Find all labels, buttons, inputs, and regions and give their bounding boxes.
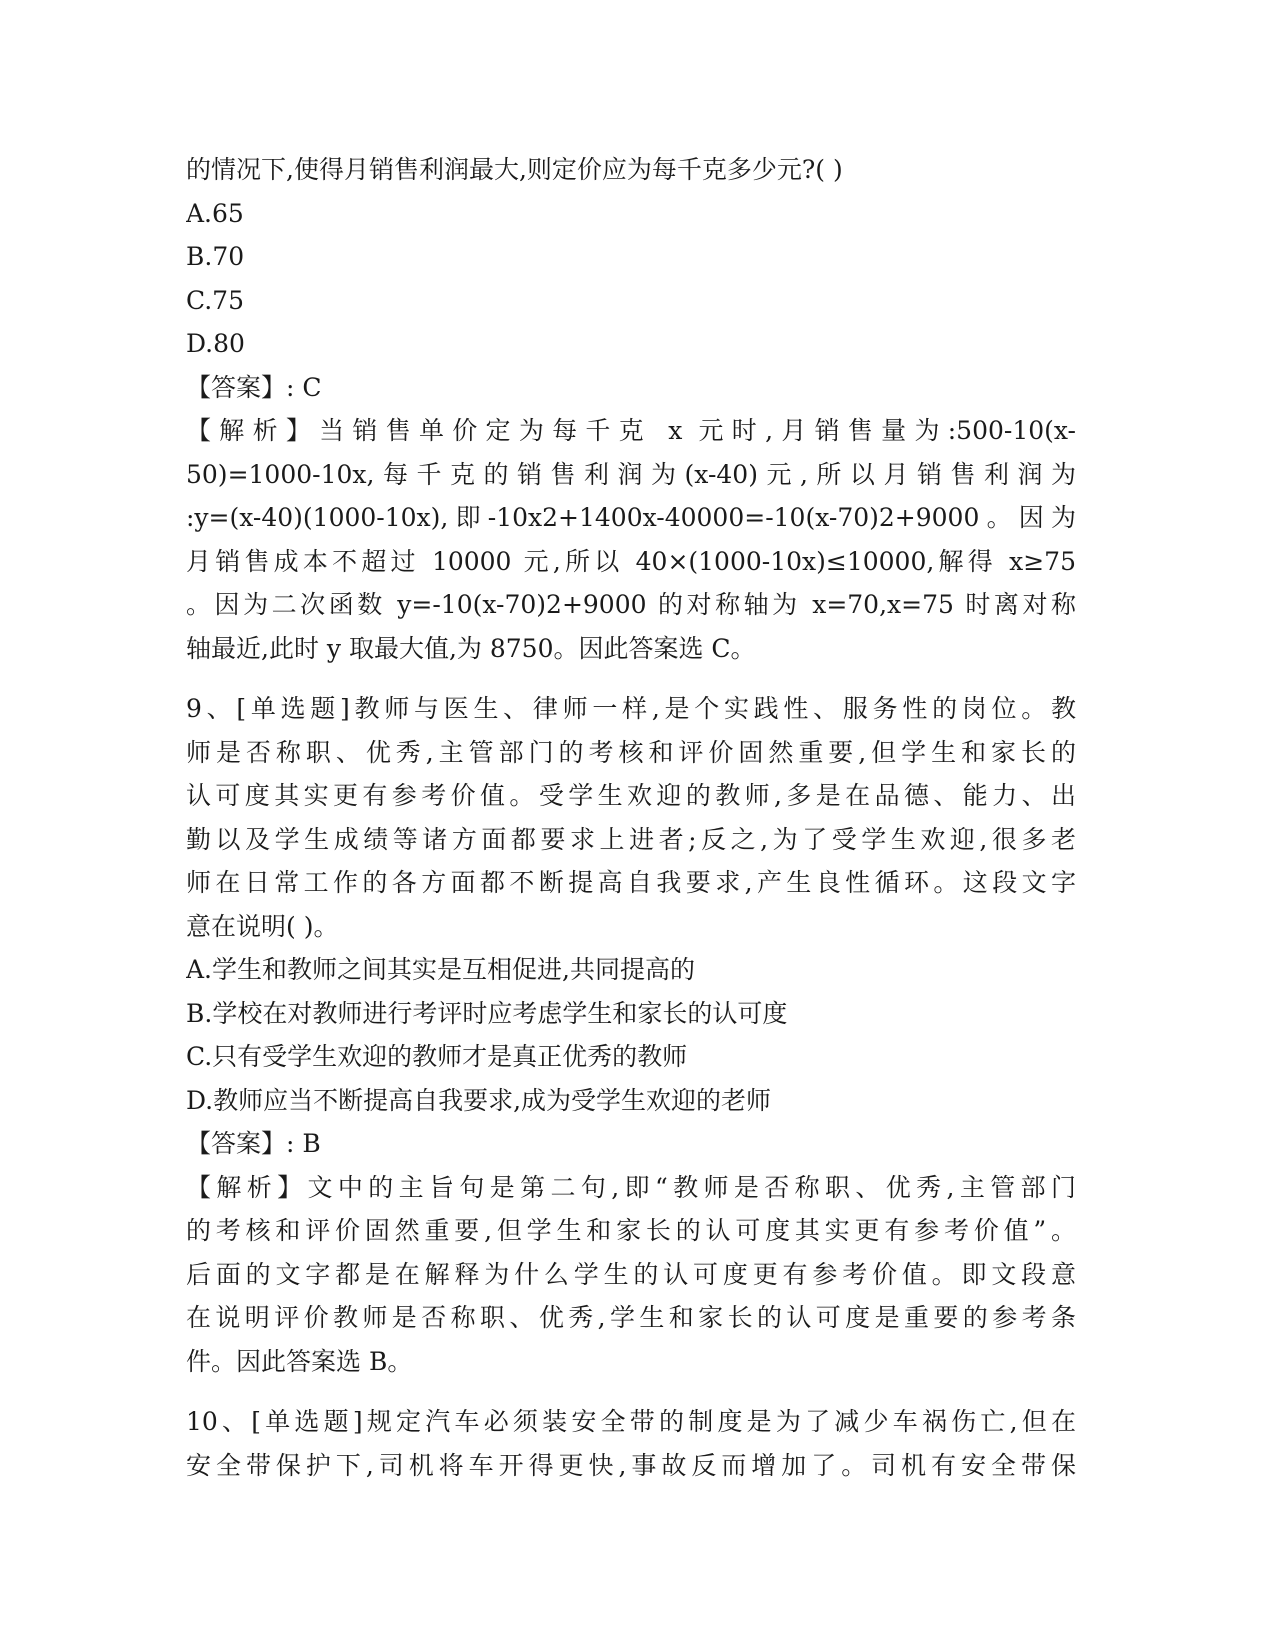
- question-stem-line: 师在日常工作的各方面都不断提高自我要求,产生良性循环。这段文字: [186, 868, 1076, 897]
- analysis-line: 月销售成本不超过 10000 元,所以 40×(1000-10x)≤10000,解得 x≥75: [186, 546, 1076, 576]
- question-stem-line: 安全带保护下,司机将车开得更快,事故反而增加了。司机有安全带保: [186, 1450, 1076, 1480]
- document-page: [186, 148, 1076, 1487]
- question-stem-line: 10、[单选题]规定汽车必须装安全带的制度是为了减少车祸伤亡,但在: [186, 1407, 1076, 1436]
- analysis-line: :y=(x-40)(1000-10x),即-10x2+1400x-40000=-10(x-70)2+9000。因为: [186, 503, 1076, 532]
- analysis-line: 在说明评价教师是否称职、优秀,学生和家长的认可度是重要的参考条: [186, 1303, 1076, 1332]
- option-c: C.只有受学生欢迎的教师才是真正优秀的教师: [186, 1042, 688, 1071]
- question-stem-line: 的情况下,使得月销售利润最大,则定价应为每千克多少元?( ): [186, 155, 843, 184]
- paragraph-gap: [186, 670, 1076, 687]
- option-d: D.教师应当不断提高自我要求,成为受学生欢迎的老师: [186, 1085, 772, 1115]
- question-stem-line: 师是否称职、优秀,主管部门的考核和评价固然重要,但学生和家长的: [186, 737, 1076, 767]
- option-a: A.学生和教师之间其实是互相促进,共同提高的: [186, 955, 695, 984]
- analysis-line: 50)=1000-10x,每千克的销售利润为(x-40)元,所以月销售利润为: [186, 459, 1076, 489]
- option-a: A.65: [186, 198, 244, 228]
- answer-line: 【答案】: C: [186, 372, 322, 402]
- question-stem-line: 勤以及学生成绩等诸方面都要求上进者;反之,为了受学生欢迎,很多老: [186, 824, 1076, 854]
- option-d: D.80: [186, 329, 245, 358]
- analysis-line: 。因为二次函数 y=-10(x-70)2+9000 的对称轴为 x=70,x=75 时离对称: [186, 590, 1076, 619]
- analysis-line: 【解析】文中的主旨句是第二句,即“教师是否称职、优秀,主管部门: [186, 1172, 1076, 1202]
- analysis-line: 【解析】当销售单价定为每千克 x 元时,月销售量为:500-10(x-: [186, 416, 1076, 445]
- question-stem-line: 认可度其实更有参考价值。受学生欢迎的教师,多是在品德、能力、出: [186, 781, 1076, 810]
- option-b: B.学校在对教师进行考评时应考虑学生和家长的认可度: [186, 998, 788, 1028]
- question-10: [186, 1400, 1076, 1487]
- analysis-line: 的考核和评价固然重要,但学生和家长的认可度其实更有参考价值”。: [186, 1216, 1076, 1245]
- question-stem-line: 意在说明( )。: [186, 911, 339, 941]
- question-stem-line: 9、[单选题]教师与医生、律师一样,是个实践性、服务性的岗位。教: [186, 694, 1076, 723]
- paragraph-gap: [186, 1383, 1076, 1400]
- analysis-line: 后面的文字都是在解释为什么学生的认可度更有参考价值。即文段意: [186, 1259, 1076, 1289]
- question-9: [186, 687, 1076, 1383]
- analysis-line: 轴最近,此时 y 取最大值,为 8750。因此答案选 C。: [186, 633, 756, 663]
- option-b: B.70: [186, 242, 245, 271]
- option-c: C.75: [186, 285, 244, 315]
- analysis-line: 件。因此答案选 B。: [186, 1346, 413, 1376]
- question-8: [186, 148, 1076, 670]
- answer-line: 【答案】: B: [186, 1129, 321, 1158]
